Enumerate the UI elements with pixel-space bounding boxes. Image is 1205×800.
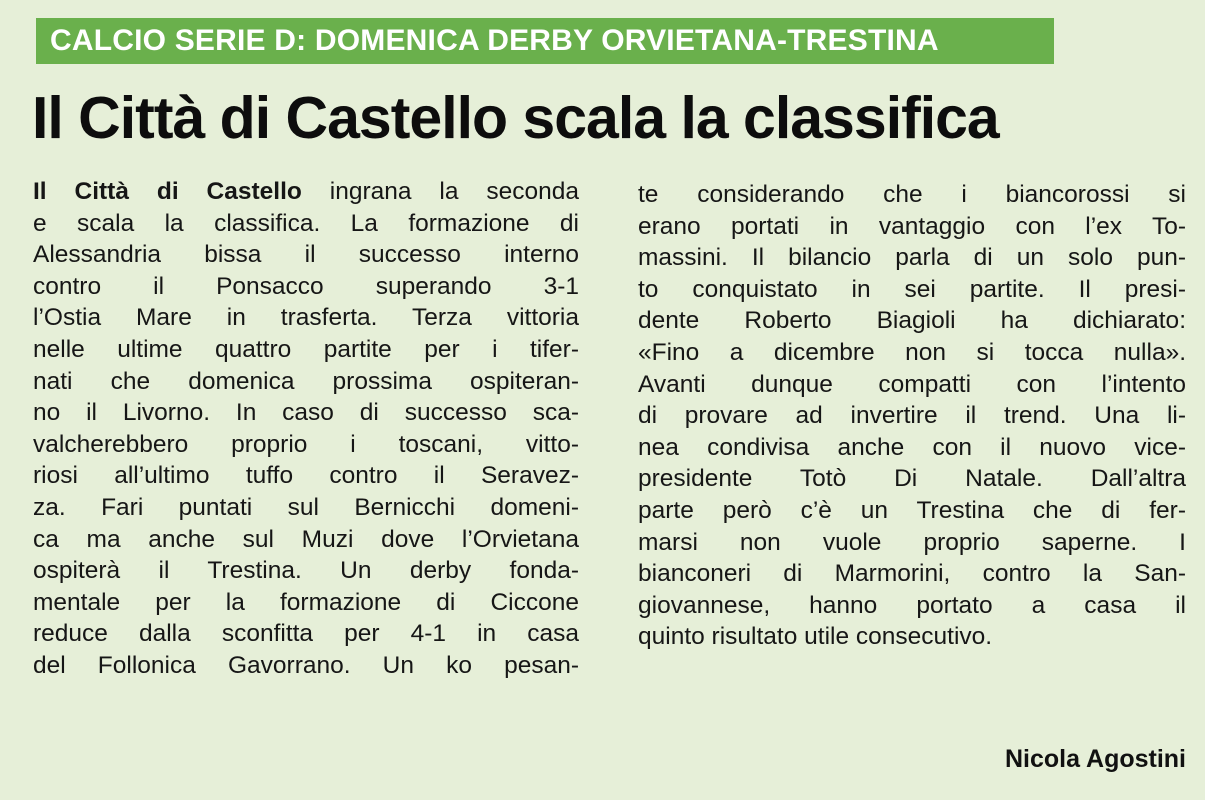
body-line: dente Roberto Biagioli ha dichiarato:: [638, 307, 1186, 335]
body-line: te considerando che i biancorossi si: [638, 181, 1186, 208]
body-line: di provare ad invertire il trend. Una li-: [638, 402, 1186, 430]
body-line: nelle ultime quattro partite per i tifer-: [33, 335, 579, 363]
article-column-right: [638, 179, 1186, 653]
body-line: massini. Il bilancio parla di un solo pun-: [638, 244, 1186, 272]
article-headline: Il Città di Castello scala la classifica: [32, 85, 999, 151]
body-line: Avanti dunque compatti con l’intento: [638, 370, 1186, 398]
body-line: parte però c’è un Trestina che di fer-: [638, 496, 1186, 524]
body-line: presidente Totò Di Natale. Dall’altra: [638, 465, 1186, 493]
body-line: erano portati in vantaggio con l’ex To-: [638, 212, 1186, 240]
body-line: giovannese, hanno portato a casa il: [638, 591, 1186, 619]
body-line: quinto risultato utile consecutivo.: [638, 623, 993, 651]
body-line: mentale per la formazione di Ciccone: [33, 588, 579, 616]
body-line: ca ma anche sul Muzi dove l’Orvietana: [33, 525, 579, 553]
body-line-text: ingrana la seconda: [301, 178, 579, 205]
body-line: nati che domenica prossima ospiteran-: [33, 367, 579, 395]
body-line: nea condivisa anche con il nuovo vice-: [638, 433, 1186, 461]
section-kicker: CALCIO SERIE D: DOMENICA DERBY ORVIETANA-TRESTINA: [36, 18, 1054, 64]
body-line: e scala la classifica. La formazione di: [33, 209, 579, 237]
body-line: reduce dalla sconfitta per 4-1 in casa: [33, 620, 579, 648]
body-line: del Follonica Gavorrano. Un ko pesan-: [33, 651, 579, 679]
body-line: marsi non vuole proprio saperne. I: [638, 528, 1186, 556]
body-line: contro il Ponsacco superando 3-1: [33, 272, 579, 300]
body-line: l’Ostia Mare in trasferta. Terza vittoria: [33, 304, 579, 332]
lead-bold-text: Il Città di Castello: [33, 178, 302, 205]
body-line: riosi all’ultimo tuffo contro il Seravez-: [33, 462, 579, 490]
body-line: Alessandria bissa il successo interno: [33, 241, 579, 269]
body-line: no il Livorno. In caso di successo sca-: [33, 399, 579, 427]
body-line: za. Fari puntati sul Bernicchi domeni-: [33, 493, 579, 521]
body-line: bianconeri di Marmorini, contro la San-: [638, 560, 1186, 588]
article-column-left: [33, 176, 579, 682]
body-line: [33, 176, 579, 208]
body-line: «Fino a dicembre non si tocca nulla».: [638, 338, 1186, 366]
body-line: ospiterà il Trestina. Un derby fonda-: [33, 557, 579, 585]
author-byline: Nicola Agostini: [1004, 745, 1186, 773]
body-line: valcherebbero proprio i toscani, vitto-: [33, 430, 579, 458]
body-line: to conquistato in sei partite. Il presi-: [638, 275, 1186, 303]
